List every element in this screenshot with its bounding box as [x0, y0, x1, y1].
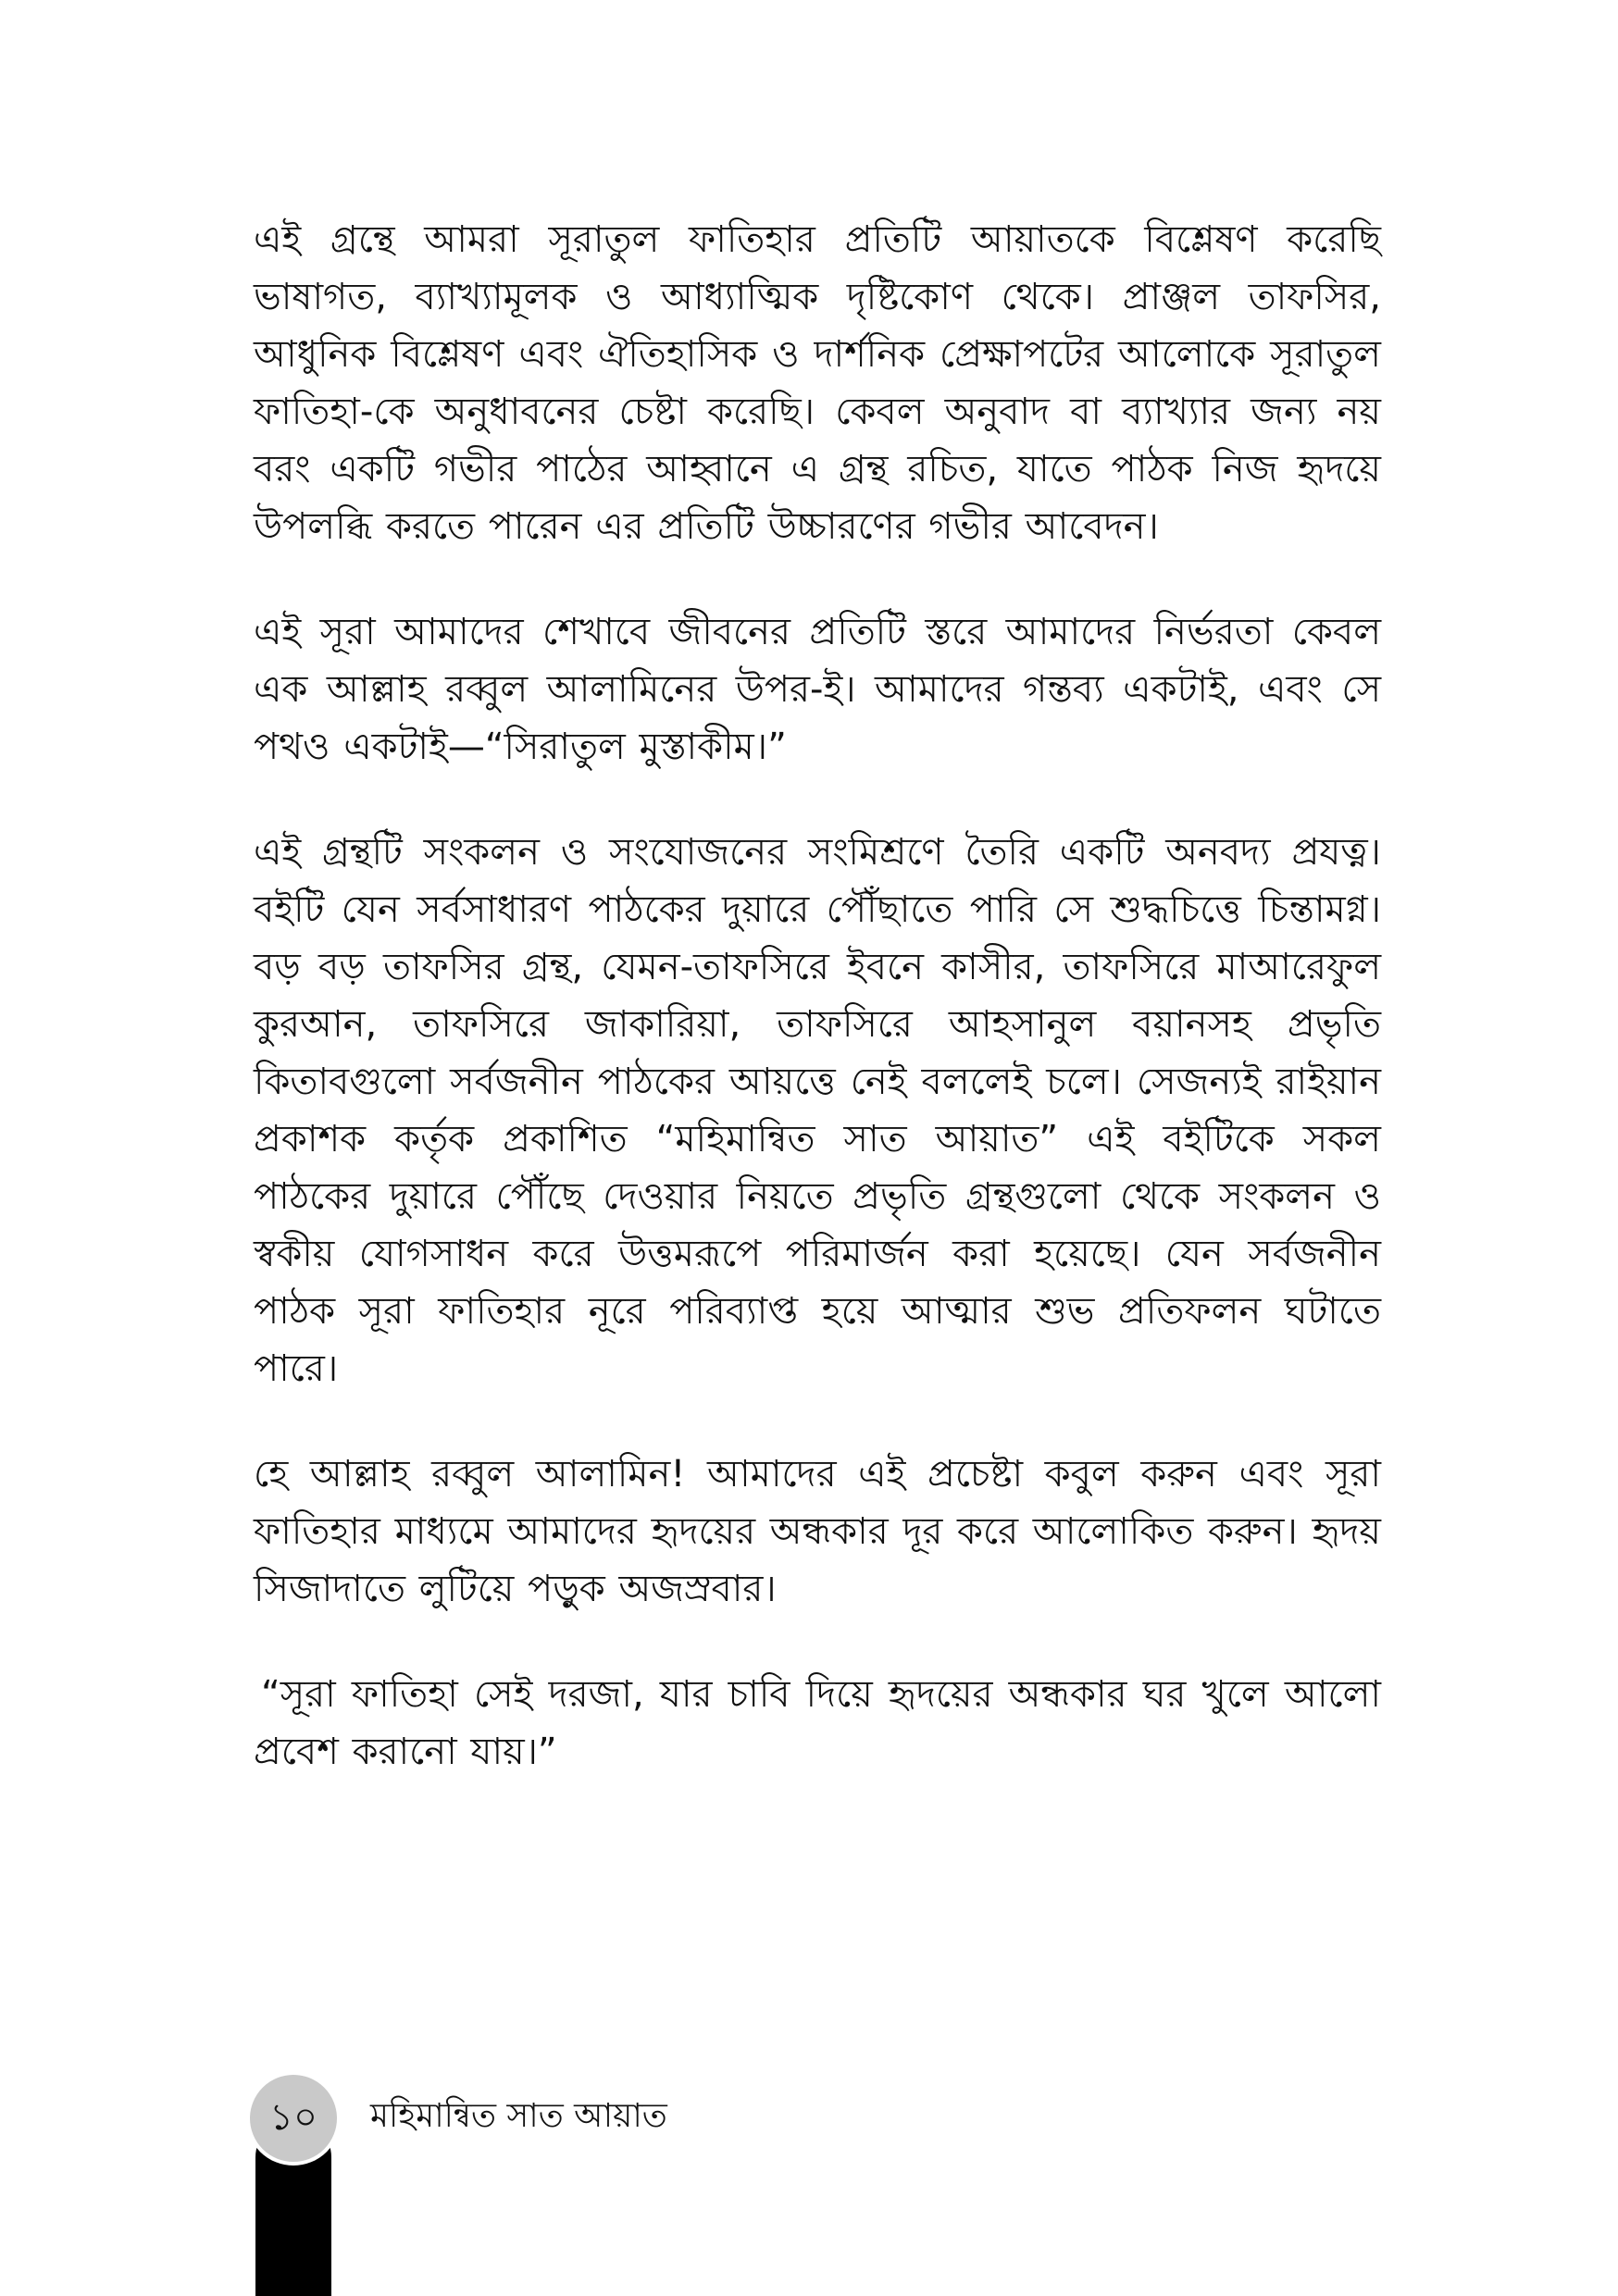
paragraph-reliance: এই সূরা আমাদের শেখাবে জীবনের প্রতিটি স্তরে আমাদের নির্ভরতা কেবল এক আল্লাহ রব্বুল আলামিনের উপর-ই। আমাদের গন্তব্য একটাই, এবং সে পথও একটাই—“সিরাতুল মুস্তাকীম।” — [254, 611, 1381, 768]
paragraph-quote: “সূরা ফাতিহা সেই দরজা, যার চাবি দিয়ে হৃদয়ের অন্ধকার ঘর খুলে আলো প্রবেশ করানো যায়।” — [254, 1673, 1381, 1773]
page-number: ১০ — [269, 2095, 317, 2139]
page-body — [254, 211, 1381, 1829]
running-title: মহিমান্বিত সাত আয়াত — [370, 2097, 667, 2135]
paragraph-intro: এই গ্রন্থে আমরা সূরাতুল ফাতিহার প্রতিটি আয়াতকে বিশ্লেষণ করেছি ভাষাগত, ব্যাখ্যামূলক ও আধ্যাত্মিক দৃষ্টিকোণ থেকে। প্রাঞ্জল তাফসির, আধুনিক বিশ্লেষণ এবং ঐতিহাসিক ও দার্শনিক প্রেক্ষাপটের আলোকে সূরাতুল ফাতিহা-কে অনুধাবনের চেষ্টা করেছি। কেবল অনুবাদ বা ব্যাখ্যার জন্য নয় বরং একটি গভীর পাঠের আহ্বানে এ গ্রন্থ রচিত, যাতে পাঠক নিজ হৃদয়ে উপলব্ধি করতে পারেন এর প্রতিটি উচ্চারণের গভীর আবেদন। — [254, 218, 1381, 548]
paragraph-prayer: হে আল্লাহ রব্বুল আলামিন! আমাদের এই প্রচেষ্টা কবুল করুন এবং সূরা ফাতিহার মাধ্যমে আমাদের হৃদয়ের অন্ধকার দূর করে আলোকিত করুন। হৃদয় সিজাদাতে লুটিয়ে পড়ুক অজস্রবার। — [254, 1453, 1381, 1610]
paragraph-compilation: এই গ্রন্থটি সংকলন ও সংযোজনের সংমিশ্রণে তৈরি একটি অনবদ্য প্রযত্ন। বইটি যেন সর্বসাধারণ পাঠকের দুয়ারে পৌঁছাতে পারি সে শুদ্ধচিত্তে চিন্তামগ্ন। বড় বড় তাফসির গ্রন্থ, যেমন-তাফসিরে ইবনে কাসীর, তাফসিরে মাআরেফুল কুরআন, তাফসিরে জাকারিয়া, তাফসিরে আহসানুল বয়ানসহ প্রভৃতি কিতাবগুলো সর্বজনীন পাঠকের আয়ত্তে নেই বললেই চলে। সেজন্যই রাইয়ান প্রকাশক কর্তৃক প্রকাশিত “মহিমান্বিত সাত আয়াত” এই বইটিকে সকল পাঠকের দুয়ারে পৌঁছে দেওয়ার নিয়তে প্রভৃতি গ্রন্থগুলো থেকে সংকলন ও স্বকীয় যোগসাধন করে উত্তমরূপে পরিমার্জন করা হয়েছে। যেন সর্বজনীন পাঠক সূরা ফাতিহার নূরে পরিব্যাপ্ত হয়ে আত্মার শুভ প্রতিফলন ঘটাতে পারে। — [254, 831, 1381, 1390]
page-number-badge — [246, 2071, 341, 2166]
